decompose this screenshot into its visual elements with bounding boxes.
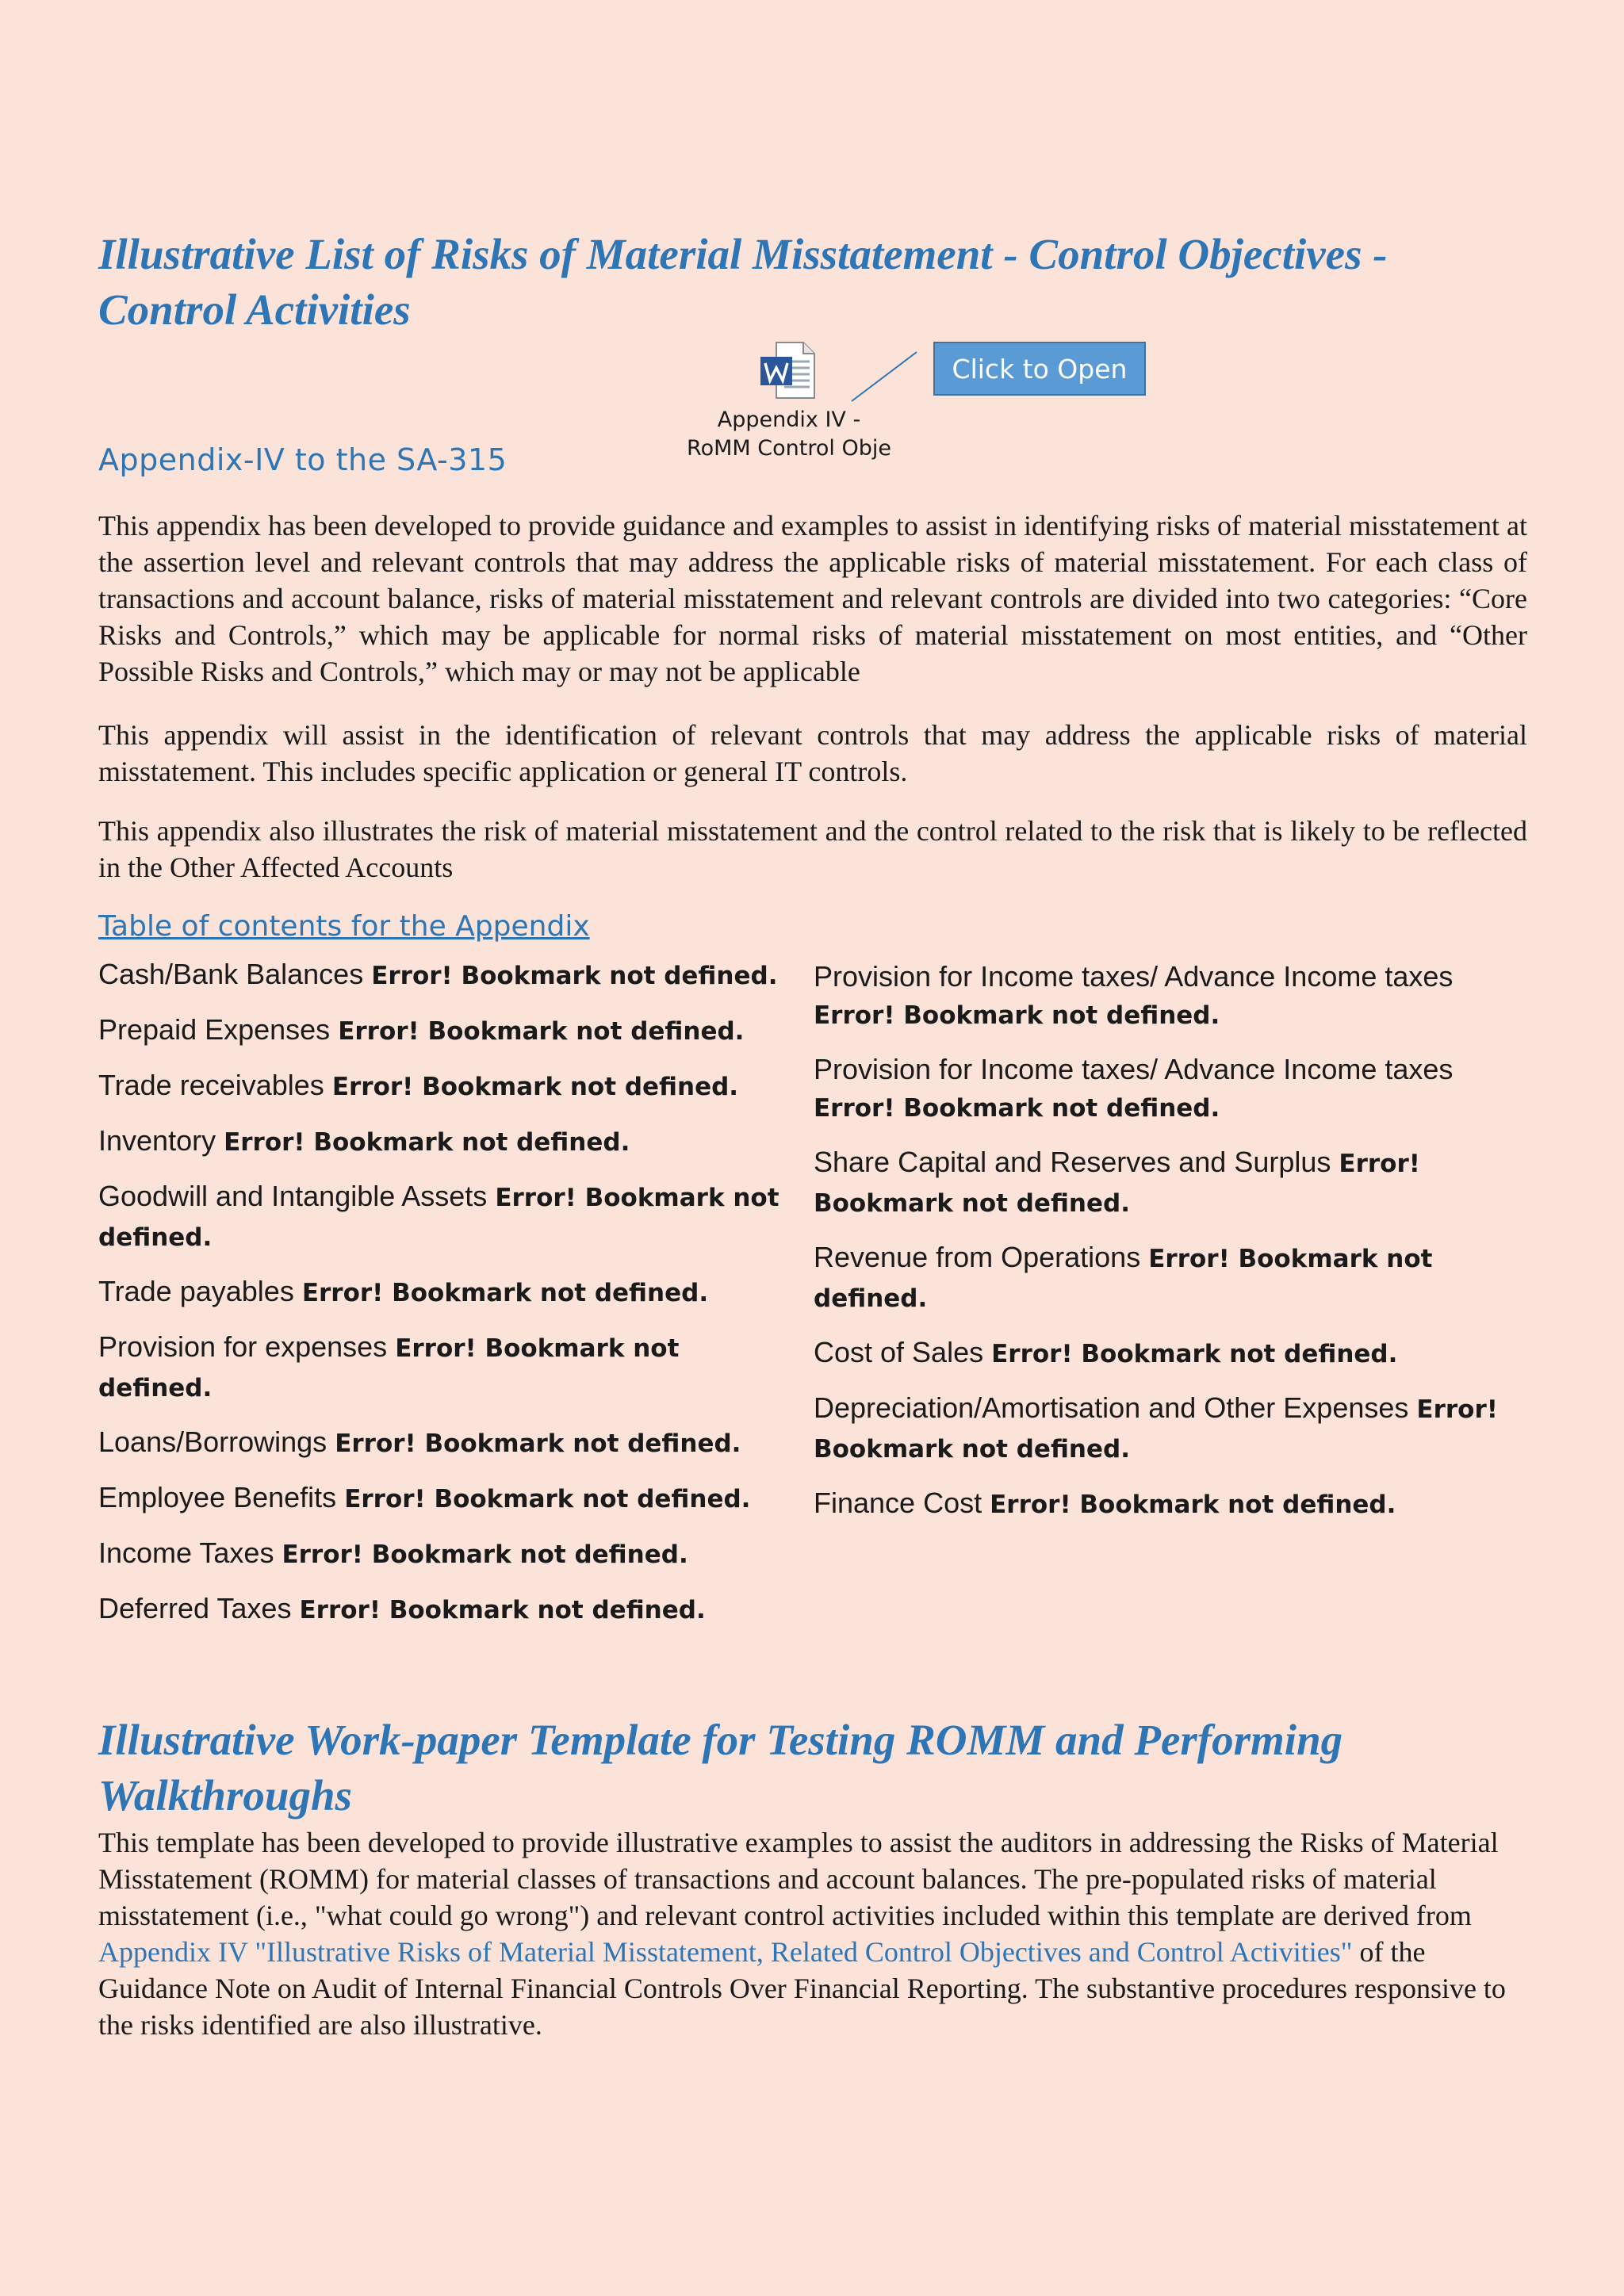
toc-item[interactable]: Inventory Error! Bookmark not defined.: [98, 1124, 630, 1157]
click-to-open-button[interactable]: Click to Open: [933, 342, 1146, 396]
intro-paragraph-3: This appendix also illustrates the risk of material misstatement and the control related to the risk that is likely to be reflected in the Other Affected Accounts: [98, 815, 1527, 883]
toc-item[interactable]: Loans/Borrowings Error! Bookmark not defined.: [98, 1425, 741, 1458]
toc-title[interactable]: Table of contents for the Appendix: [98, 910, 590, 943]
attachment-caption-line2: RoMM Control Obje: [687, 436, 891, 461]
toc-item[interactable]: Trade payables Error! Bookmark not defined.: [98, 1275, 709, 1307]
template-text-after: of the Guidance Note on Audit of Internal Financial Controls Over Financial Reporting. The substantive procedures responsive to the risks identified are also illustrative.: [98, 1936, 1506, 2041]
appendix-subheading: Appendix-IV to the SA-315: [98, 442, 508, 477]
template-text-before: This template has been developed to provide illustrative examples to assist the auditors in addressing the Risks of Material Misstatement (ROMM) for material classes of transactions and account balances. The pre-populated risks of material misstatement (i.e., "what could go wrong") and relevant control activities included within this template are derived from: [98, 1827, 1499, 1931]
toc-item[interactable]: Employee Benefits Error! Bookmark not defined.: [98, 1481, 751, 1513]
toc-item[interactable]: Deferred Taxes Error! Bookmark not defined.: [98, 1592, 706, 1624]
toc-item[interactable]: Income Taxes Error! Bookmark not defined.: [98, 1536, 688, 1569]
toc-item[interactable]: Provision for Income taxes/ Advance Income taxes Error! Bookmark not defined.: [814, 1053, 1454, 1123]
toc-item[interactable]: Revenue from Operations Error! Bookmark not defined.: [814, 1241, 1433, 1313]
toc-item[interactable]: Goodwill and Intangible Assets Error! Bookmark not defined.: [98, 1180, 779, 1252]
toc-item[interactable]: Cost of Sales Error! Bookmark not defined.: [814, 1336, 1398, 1368]
callout-connector: [848, 349, 928, 404]
appendix-iv-link[interactable]: Appendix IV "Illustrative Risks of Material Misstatement, Related Control Objectives and Control Activities": [98, 1936, 1353, 1968]
toc-left-column: [98, 955, 796, 1645]
toc-item[interactable]: Cash/Bank Balances Error! Bookmark not defined.: [98, 958, 778, 990]
toc-item[interactable]: Share Capital and Reserves and Surplus Error! Bookmark not defined.: [814, 1146, 1420, 1218]
toc-item[interactable]: Finance Cost Error! Bookmark not defined.: [814, 1487, 1396, 1519]
toc-item[interactable]: Depreciation/Amortisation and Other Expenses Error! Bookmark not defined.: [814, 1391, 1498, 1464]
toc-item[interactable]: Provision for expenses Error! Bookmark not defined.: [98, 1330, 680, 1402]
section-heading: Illustrative Work-paper Template for Testing ROMM and Performing Walkthroughs: [98, 1716, 1343, 1820]
attachment-caption[interactable]: [682, 406, 896, 463]
toc-right-column: [814, 958, 1527, 1540]
toc-item[interactable]: Prepaid Expenses Error! Bookmark not defined.: [98, 1013, 745, 1046]
toc-item[interactable]: Trade receivables Error! Bookmark not defined.: [98, 1069, 739, 1101]
template-paragraph: [98, 1824, 1527, 2043]
page-title: Illustrative List of Risks of Material Misstatement - Control Objectives - Control Activities: [98, 230, 1388, 334]
attachment-caption-line1: Appendix IV -: [717, 408, 861, 432]
word-document-icon[interactable]: [757, 339, 821, 403]
intro-paragraph-2: This appendix will assist in the identification of relevant controls that may address the applicable risks of material misstatement. This includes specific application or general IT controls.: [98, 719, 1527, 787]
intro-paragraph-1: This appendix has been developed to provide guidance and examples to assist in identifying risks of material misstatement at the assertion level and relevant controls that may address the applicable risks of material misstatement. For each class of transactions and account balance, risks of material misstatement and relevant controls are divided into two categories: “Core Risks and Controls,” which may be applicable for normal risks of material misstatement on most entities, and “Other Possible Risks and Controls,” which may or may not be applicable: [98, 510, 1527, 687]
toc-item[interactable]: Provision for Income taxes/ Advance Income taxes Error! Bookmark not defined.: [814, 960, 1454, 1030]
